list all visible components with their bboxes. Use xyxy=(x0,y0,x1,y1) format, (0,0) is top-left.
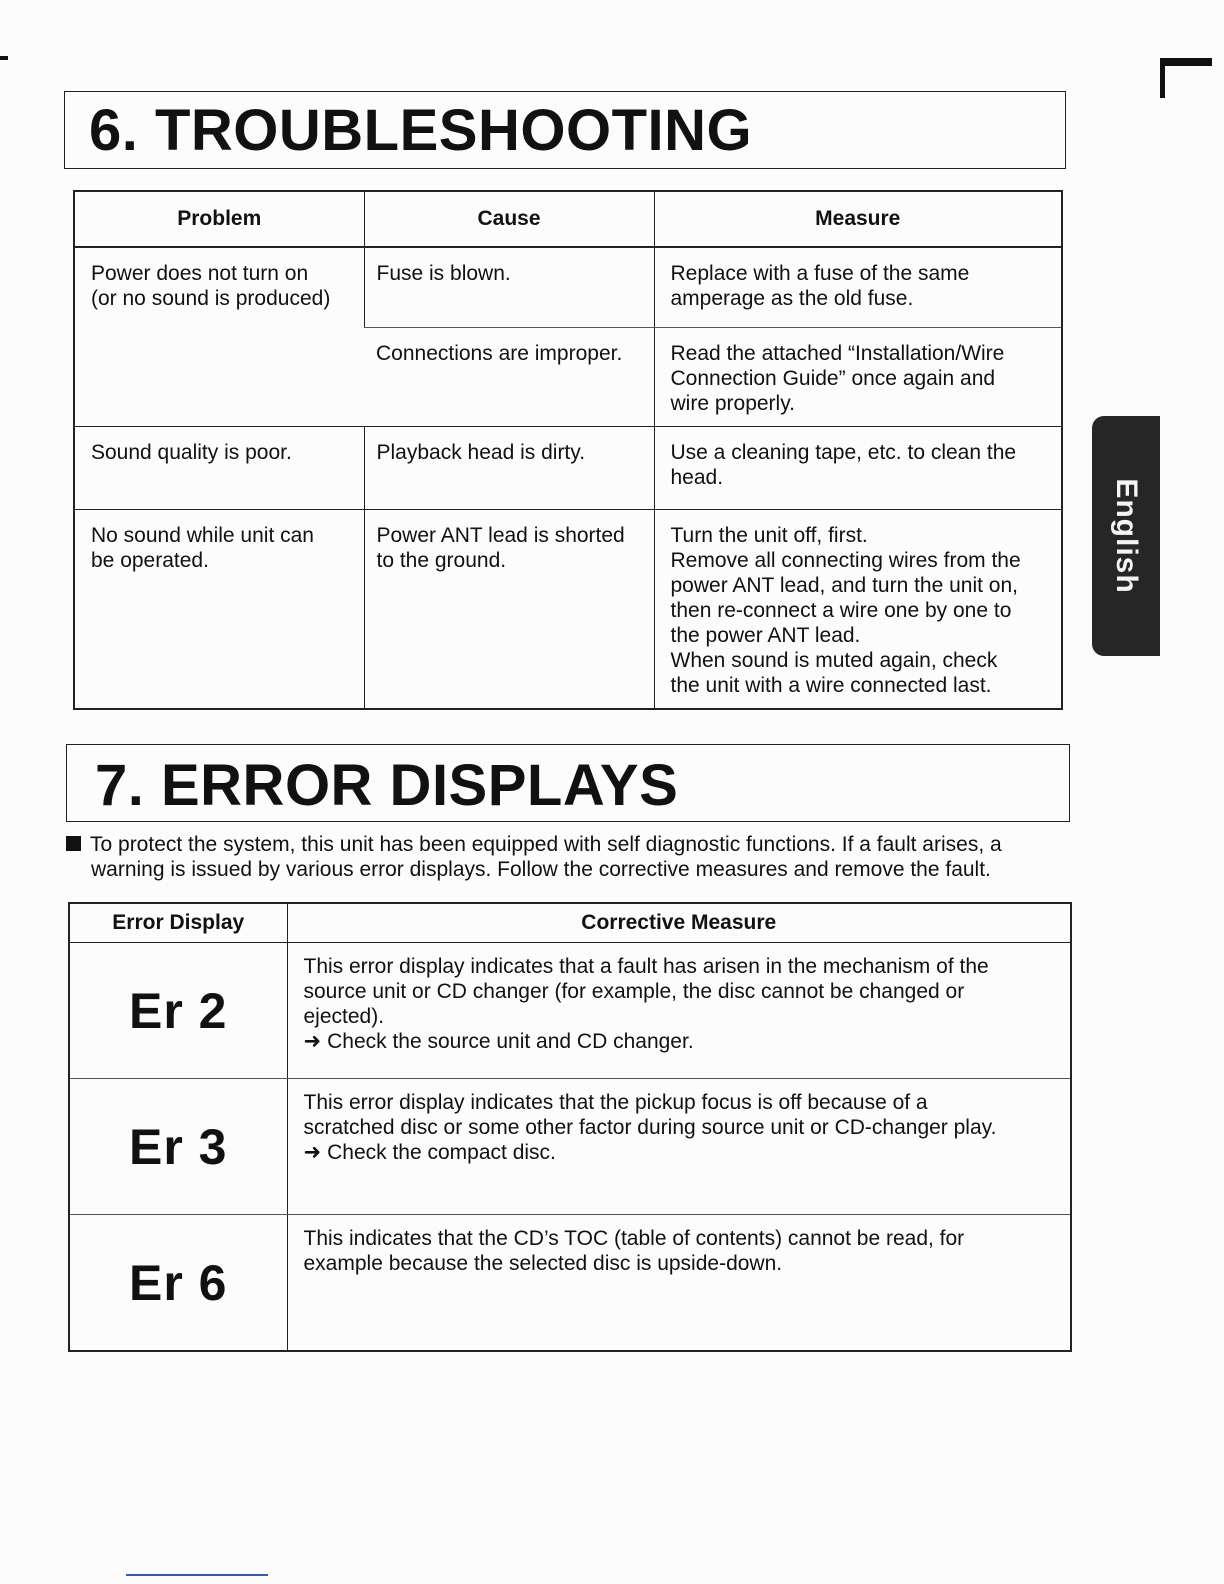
table-header-row xyxy=(69,903,1071,943)
scan-mark xyxy=(0,56,8,60)
header-corrective-measure: Corrective Measure xyxy=(287,903,1071,943)
corrective-action xyxy=(304,1140,1055,1165)
error-intro-paragraph xyxy=(66,832,1066,882)
problem-cell: Sound quality is poor. xyxy=(74,426,364,509)
problem-cell: Power does not turn on (or no sound is produced) xyxy=(74,247,364,426)
table-row xyxy=(69,1215,1071,1352)
troubleshooting-table xyxy=(73,190,1063,710)
table-row xyxy=(69,1079,1071,1215)
intro-line-1: To protect the system, this unit has been equipped with self diagnostic functions. If a fault arises, a xyxy=(90,833,1002,856)
error-display-table xyxy=(68,902,1072,1352)
error-code: Er 2 xyxy=(69,943,287,1079)
cause-cell: Connections are improper. xyxy=(364,327,654,426)
header-problem: Problem xyxy=(74,191,364,247)
error-description: This error display indicates that the pickup focus is off because of a scratched disc or some other factor during source unit or CD-changer play. xyxy=(303,1091,997,1139)
error-displays-title: 7. ERROR DISPLAYS xyxy=(95,753,679,818)
cause-cell: Power ANT lead is shorted to the ground. xyxy=(364,509,654,709)
cause-cell: Playback head is dirty. xyxy=(364,426,654,509)
arrow-right-icon: ➜ xyxy=(303,1030,322,1053)
measure-cell: Use a cleaning tape, etc. to clean the head. xyxy=(654,426,1062,509)
table-row xyxy=(74,509,1062,709)
corrective-action xyxy=(304,1029,1055,1054)
table-header-row xyxy=(74,191,1062,247)
header-cause: Cause xyxy=(364,191,654,247)
corrective-measure-cell xyxy=(287,943,1071,1079)
cause-cell: Fuse is blown. xyxy=(364,247,654,327)
action-text: Check the source unit and CD changer. xyxy=(327,1030,694,1053)
table-row xyxy=(69,943,1071,1079)
language-tab-label: English xyxy=(1110,478,1143,594)
arrow-right-icon: ➜ xyxy=(303,1141,322,1164)
measure-cell: Read the attached “Installation/Wire Connection Guide” once again and wire properly. xyxy=(654,327,1062,426)
error-description: This error display indicates that a fault has arisen in the mechanism of the source unit or CD changer (for example, the disc cannot be changed or ejected). xyxy=(303,955,989,1028)
error-code: Er 6 xyxy=(128,1254,228,1311)
troubleshooting-title: 6. TROUBLESHOOTING xyxy=(89,98,753,163)
measure-cell: Replace with a fuse of the same amperage as the old fuse. xyxy=(654,247,1062,327)
header-error-display: Error Display xyxy=(69,903,287,943)
error-displays-heading xyxy=(66,744,1070,822)
header-measure: Measure xyxy=(654,191,1062,247)
table-row xyxy=(74,247,1062,327)
measure-cell: Turn the unit off, first. Remove all connecting wires from the power ANT lead, and turn the unit on, then re-connect a wire one by one to the power ANT lead. When sound is muted again, check the unit with a wire connected last. xyxy=(654,509,1062,709)
error-code: Er 3 xyxy=(69,1079,287,1215)
problem-cell: No sound while unit can be operated. xyxy=(91,523,314,572)
troubleshooting-heading xyxy=(64,91,1066,169)
intro-line-2: warning is issued by various error displays. Follow the corrective measures and remove the fault. xyxy=(91,858,991,881)
corrective-measure-cell xyxy=(287,1079,1071,1215)
table-row xyxy=(74,426,1062,509)
error-description: This indicates that the CD’s TOC (table of contents) cannot be read, for example because the selected disc is upside-down. xyxy=(303,1227,965,1275)
language-tab xyxy=(1092,416,1160,656)
action-text: Check the compact disc. xyxy=(327,1141,556,1164)
footer-rule xyxy=(126,1574,268,1576)
corrective-measure-cell xyxy=(287,1215,1071,1352)
bullet-square-icon xyxy=(66,836,81,851)
corner-crop-mark xyxy=(1160,58,1212,66)
corner-crop-mark-vertical xyxy=(1160,58,1165,98)
